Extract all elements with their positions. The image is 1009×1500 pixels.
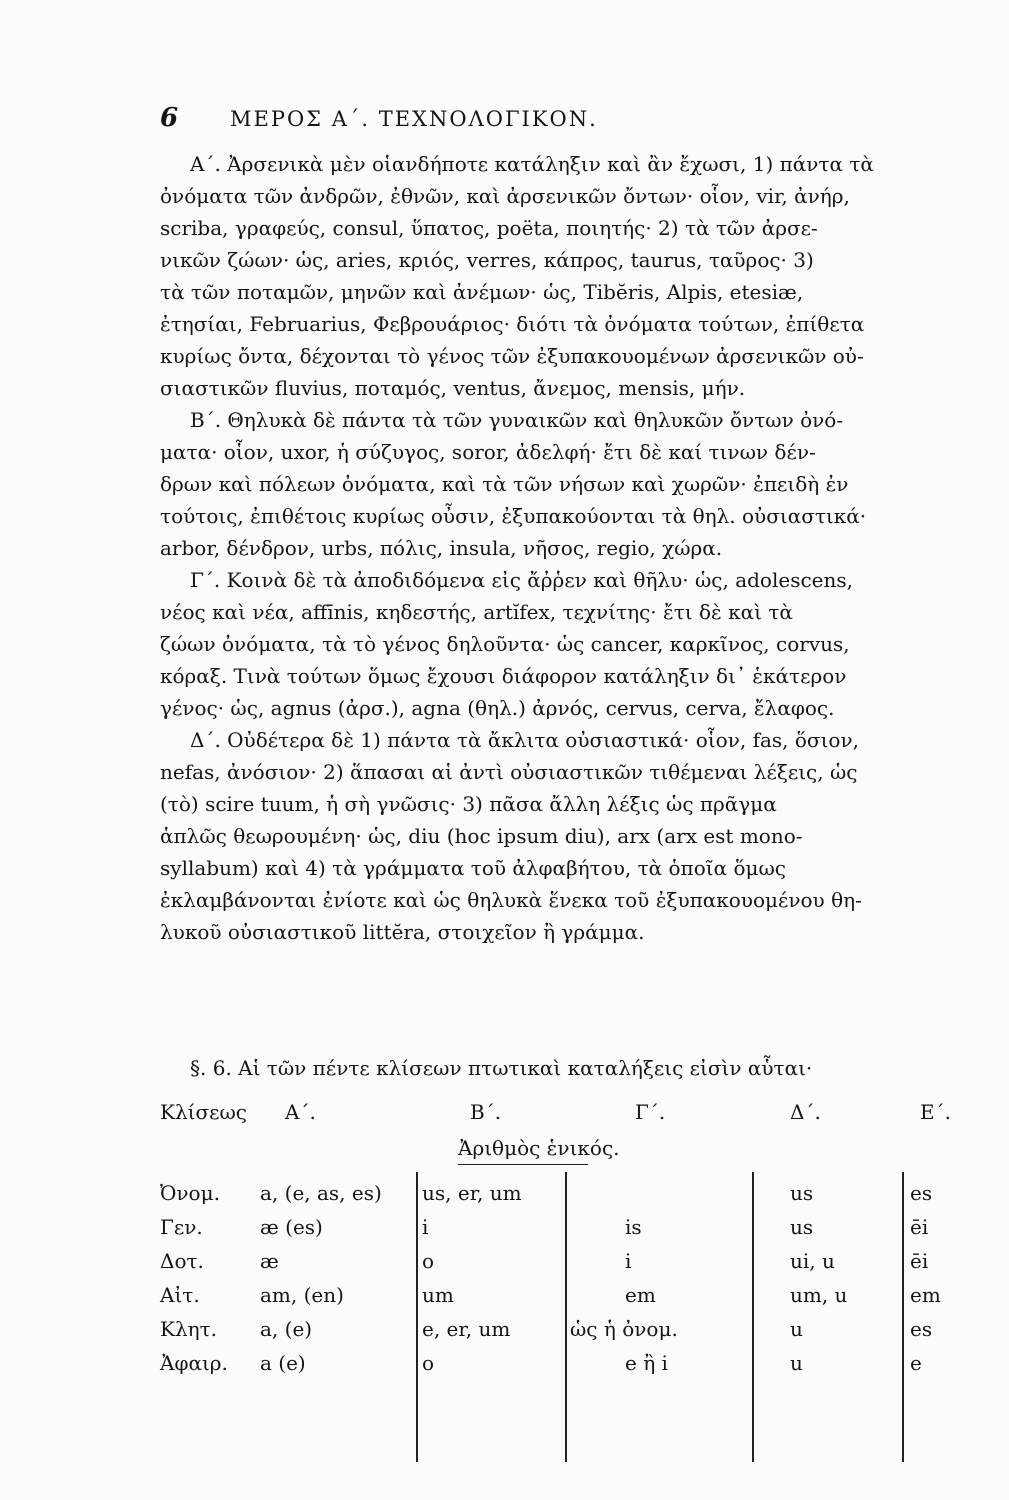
section-heading: §. 6. Αἱ τῶν πέντε κλίσεων πτωτικαὶ καταλήξεις εἰσὶν αὗται· xyxy=(190,1056,813,1080)
table-row xyxy=(160,1244,960,1278)
text-line: τούτοις, ἐπιθέτοις κυρίως οὖσιν, ἐξυπακούονται τὰ θηλ. οὐσιαστικά· xyxy=(160,504,867,528)
case-label: Αἰτ. xyxy=(160,1283,200,1307)
text-line: ὀνόματα τῶν ἀνδρῶν, ἐθνῶν, καὶ ἀρσενικῶν ὄντων· οἷον, vir, ἀνήρ, xyxy=(160,184,850,208)
case-label: Κλητ. xyxy=(160,1317,218,1341)
table-header-cell: Γ΄. xyxy=(635,1100,666,1124)
table-cell: am, (en) xyxy=(260,1283,344,1307)
text-line: δρων καὶ πόλεων ὀνόματα, καὶ τὰ τῶν νήσων καὶ χωρῶν· ἐπειδὴ ἐν xyxy=(160,472,849,496)
table-subheading: Ἀριθμὸς ἑνικός. xyxy=(458,1136,620,1160)
text-line: Α΄. Ἀρσενικὰ μὲν οἱανδήποτε κατάληξιν καὶ ἂν ἔχωσι, 1) πάντα τὰ xyxy=(190,152,874,176)
table-header-cell: Κλίσεως xyxy=(160,1100,247,1124)
text-line: νικῶν ζώων· ὡς, aries, κριός, verres, κάπρος, taurus, ταῦρος· 3) xyxy=(160,248,814,272)
text-line: κυρίως ὄντα, δέχονται τὸ γένος τῶν ἐξυπακουομένων ἀρσενικῶν οὐ- xyxy=(160,344,864,368)
table-cell: e xyxy=(910,1351,922,1375)
text-line: ζώων ὀνόματα, τὰ τὸ γένος δηλοῦντα· ὡς cancer, καρκῖνος, corvus, xyxy=(160,632,850,656)
table-row xyxy=(160,1210,960,1244)
table-cell: u xyxy=(790,1317,803,1341)
table-cell: u xyxy=(790,1351,803,1375)
table-header-cell: Ε΄. xyxy=(920,1100,951,1124)
table-header-cell: Β΄. xyxy=(470,1100,502,1124)
table-row xyxy=(160,1312,960,1346)
table-cell: um xyxy=(422,1283,454,1307)
case-label: Ἀφαιρ. xyxy=(160,1351,228,1375)
table-cell: a (e) xyxy=(260,1351,306,1375)
text-line: γένος· ὡς, agnus (ἀρσ.), agna (θηλ.) ἀρνός, cervus, cerva, ἔλαφος. xyxy=(160,696,835,720)
running-head: ΜΕΡΟΣ Α΄. ΤΕΧΝΟΛΟΓΙΚΟΝ. xyxy=(230,107,598,131)
table-cell: us xyxy=(790,1215,814,1239)
table-cell: em xyxy=(625,1283,656,1307)
table-cell: e, er, um xyxy=(422,1317,511,1341)
table-cell: i xyxy=(625,1249,632,1273)
text-line: Γ΄. Κοινὰ δὲ τὰ ἀποδιδόμενα εἰς ἄῤῥεν καὶ θῆλυ· ὡς, adolescens, xyxy=(190,568,853,592)
text-line: λυκοῦ οὐσιαστικοῦ littĕra, στοιχεῖον ἢ γράμμα. xyxy=(160,920,645,944)
page-header xyxy=(160,103,880,143)
text-line: Δ΄. Οὐδέτερα δὲ 1) πάντα τὰ ἄκλιτα οὐσιαστικά· οἷον, fas, ὅσιον, xyxy=(190,728,859,752)
table-header-row xyxy=(160,1100,960,1134)
text-line: scriba, γραφεύς, consul, ὕπατος, poëta, ποιητής· 2) τὰ τῶν ἀρσε- xyxy=(160,216,818,240)
table-cell: ui, u xyxy=(790,1249,835,1273)
table-cell: um, u xyxy=(790,1283,848,1307)
table-cell: is xyxy=(625,1215,642,1239)
case-label: Ὀνομ. xyxy=(160,1181,220,1205)
text-line: ἁπλῶς θεωρουμένη· ὡς, diu (hoc ipsum diu), arx (arx est mono- xyxy=(160,824,803,848)
text-line: νέος καὶ νέα, affīnis, κηδεστής, artĭfex, τεχνίτης· ἔτι δὲ καὶ τὰ xyxy=(160,600,793,624)
text-line: arbor, δένδρον, urbs, πόλις, insula, νῆσος, regio, χώρα. xyxy=(160,536,723,560)
case-label: Δοτ. xyxy=(160,1249,204,1273)
table-cell: ēi xyxy=(910,1215,929,1239)
table-cell: e ἢ i xyxy=(625,1351,668,1375)
subheading-underline xyxy=(458,1164,588,1165)
table-cell: us, er, um xyxy=(422,1181,522,1205)
table-row xyxy=(160,1346,960,1380)
table-cell: ὡς ἡ ὀνομ. xyxy=(570,1317,678,1341)
table-header-cell: Δ΄. xyxy=(790,1100,821,1124)
page-number: 6 xyxy=(160,103,179,133)
table-cell: us xyxy=(790,1181,814,1205)
text-line: ἐκλαμβάνονται ἐνίοτε καὶ ὡς θηλυκὰ ἕνεκα τοῦ ἐξυπακουομένου θη- xyxy=(160,888,862,912)
text-line: ματα· οἷον, uxor, ἡ σύζυγος, soror, ἀδελφή· ἔτι δὲ καί τινων δέν- xyxy=(160,440,816,464)
table-cell: a, (e, as, es) xyxy=(260,1181,382,1205)
text-line: τὰ τῶν ποταμῶν, μηνῶν καὶ ἀνέμων· ὡς, Tibĕris, Alpis, etesiæ, xyxy=(160,280,804,304)
case-label: Γεν. xyxy=(160,1215,203,1239)
table-cell: a, (e) xyxy=(260,1317,313,1341)
table-cell: es xyxy=(910,1181,933,1205)
table-cell: æ xyxy=(260,1249,279,1273)
text-line: syllabum) καὶ 4) τὰ γράμματα τοῦ ἀλφαβήτου, τὰ ὁποῖα ὅμως xyxy=(160,856,786,880)
table-cell: ēi xyxy=(910,1249,929,1273)
text-line: nefas, ἀνόσιον· 2) ἅπασαι αἱ ἀντὶ οὐσιαστικῶν τιθέμεναι λέξεις, ὡς xyxy=(160,760,858,784)
table-row xyxy=(160,1278,960,1312)
table-cell: o xyxy=(422,1351,435,1375)
table-cell: o xyxy=(422,1249,435,1273)
text-line: σιαστικῶν fluvius, ποταμός, ventus, ἄνεμος, mensis, μήν. xyxy=(160,376,746,400)
table-cell: em xyxy=(910,1283,941,1307)
text-line: Β΄. Θηλυκὰ δὲ πάντα τὰ τῶν γυναικῶν καὶ θηλυκῶν ὄντων ὀνό- xyxy=(190,408,844,432)
text-line: (τὸ) scire tuum, ἡ σὴ γνῶσις· 3) πᾶσα ἄλλη λέξις ὡς πρᾶγμα xyxy=(160,792,777,816)
table-row xyxy=(160,1176,960,1210)
table-header-cell: Α΄. xyxy=(285,1100,316,1124)
table-cell: es xyxy=(910,1317,933,1341)
text-line: κόραξ. Τινὰ τούτων ὅμως ἔχουσι διάφορον κατάληξιν δι᾽ ἑκάτερον xyxy=(160,664,847,688)
table-cell: æ (es) xyxy=(260,1215,323,1239)
table-cell: i xyxy=(422,1215,429,1239)
text-line: ἐτησίαι, Februarius, Φεβρουάριος· διότι τὰ ὀνόματα τούτων, ἐπίθετα xyxy=(160,312,865,336)
